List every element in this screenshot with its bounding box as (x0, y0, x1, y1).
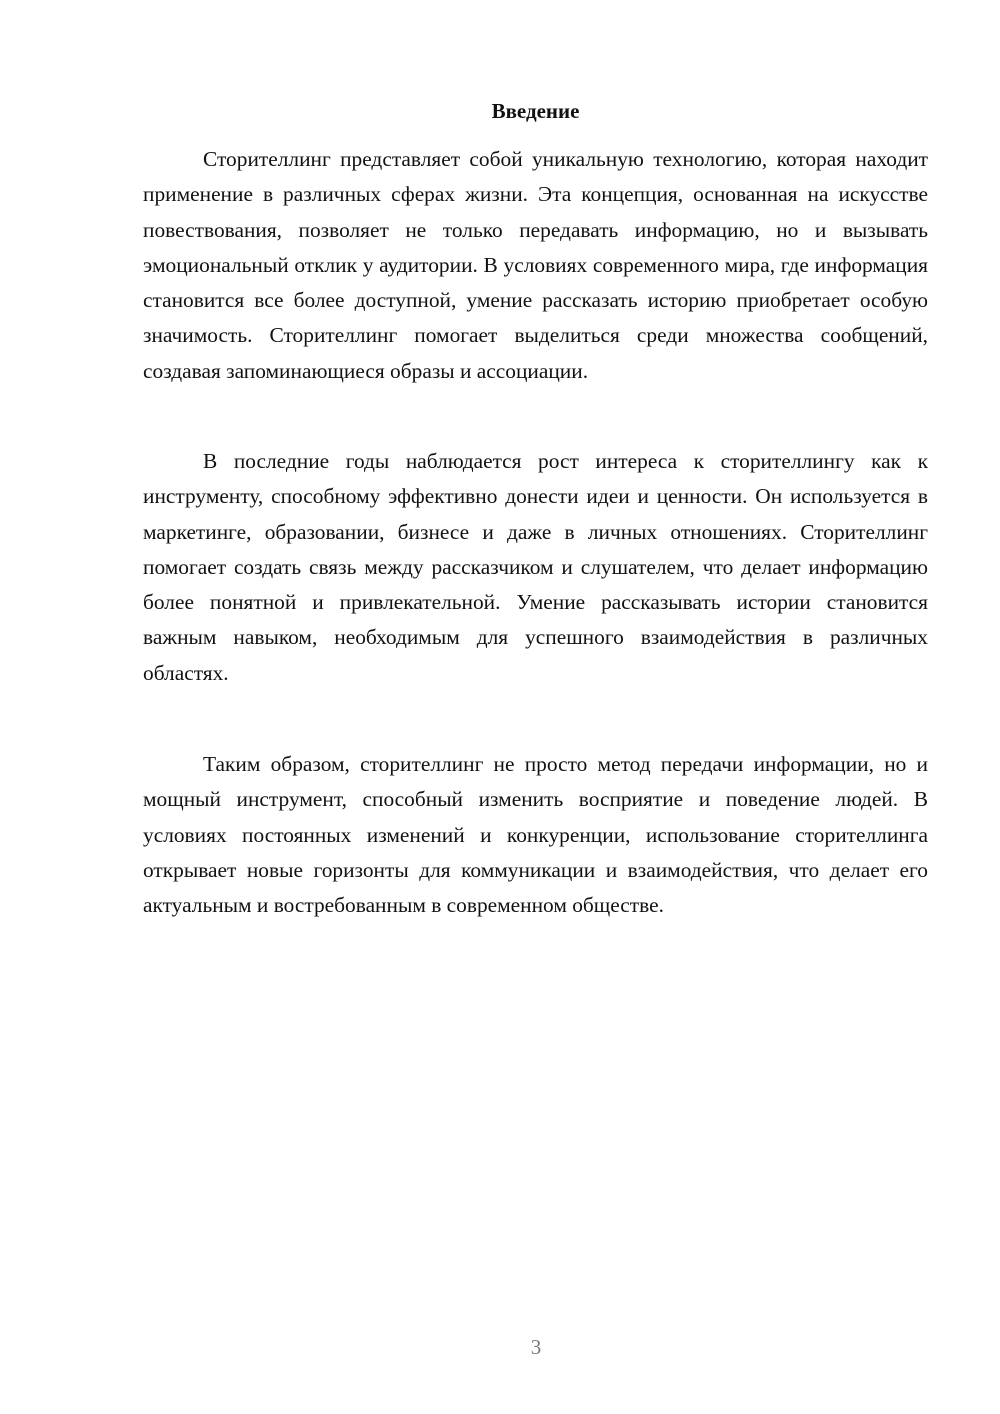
paragraph-1: Сторителлинг представляет собой уникальную технологию, которая находит применение в различных сферах жизни. Эта концепция, основанная на искусстве повествования, позволяет не только передавать информацию, но и вызывать эмоциональный отклик у аудитории. В условиях современного мира, где информация становится все более доступной, умение рассказать историю приобретает особую значимость. Сторителлинг помогает выделиться среди множества сообщений, создавая запоминающиеся образы и ассоциации. (143, 147, 928, 383)
paragraph-3: Таким образом, сторителлинг не просто метод передачи информации, но и мощный инструмент, способный изменить восприятие и поведение людей. В условиях постоянных изменений и конкуренции, использование сторителлинга открывает новые горизонты для коммуникации и взаимодействия, что делает его актуальным и востребованным в современном обществе. (143, 752, 928, 918)
page-number: 3 (530, 1335, 542, 1359)
page-title: Введение (491, 99, 580, 123)
paragraph-2: В последние годы наблюдается рост интереса к сторителлингу как к инструменту, способному эффективно донести идеи и ценности. Он используется в маркетинге, образовании, бизнесе и даже в личных отношениях. Сторителлинг помогает создать связь между рассказчиком и слушателем, что делает информацию более понятной и привлекательной. Умение рассказывать истории становится важным навыком, необходимым для успешного взаимодействия в различных областях. (143, 449, 928, 685)
